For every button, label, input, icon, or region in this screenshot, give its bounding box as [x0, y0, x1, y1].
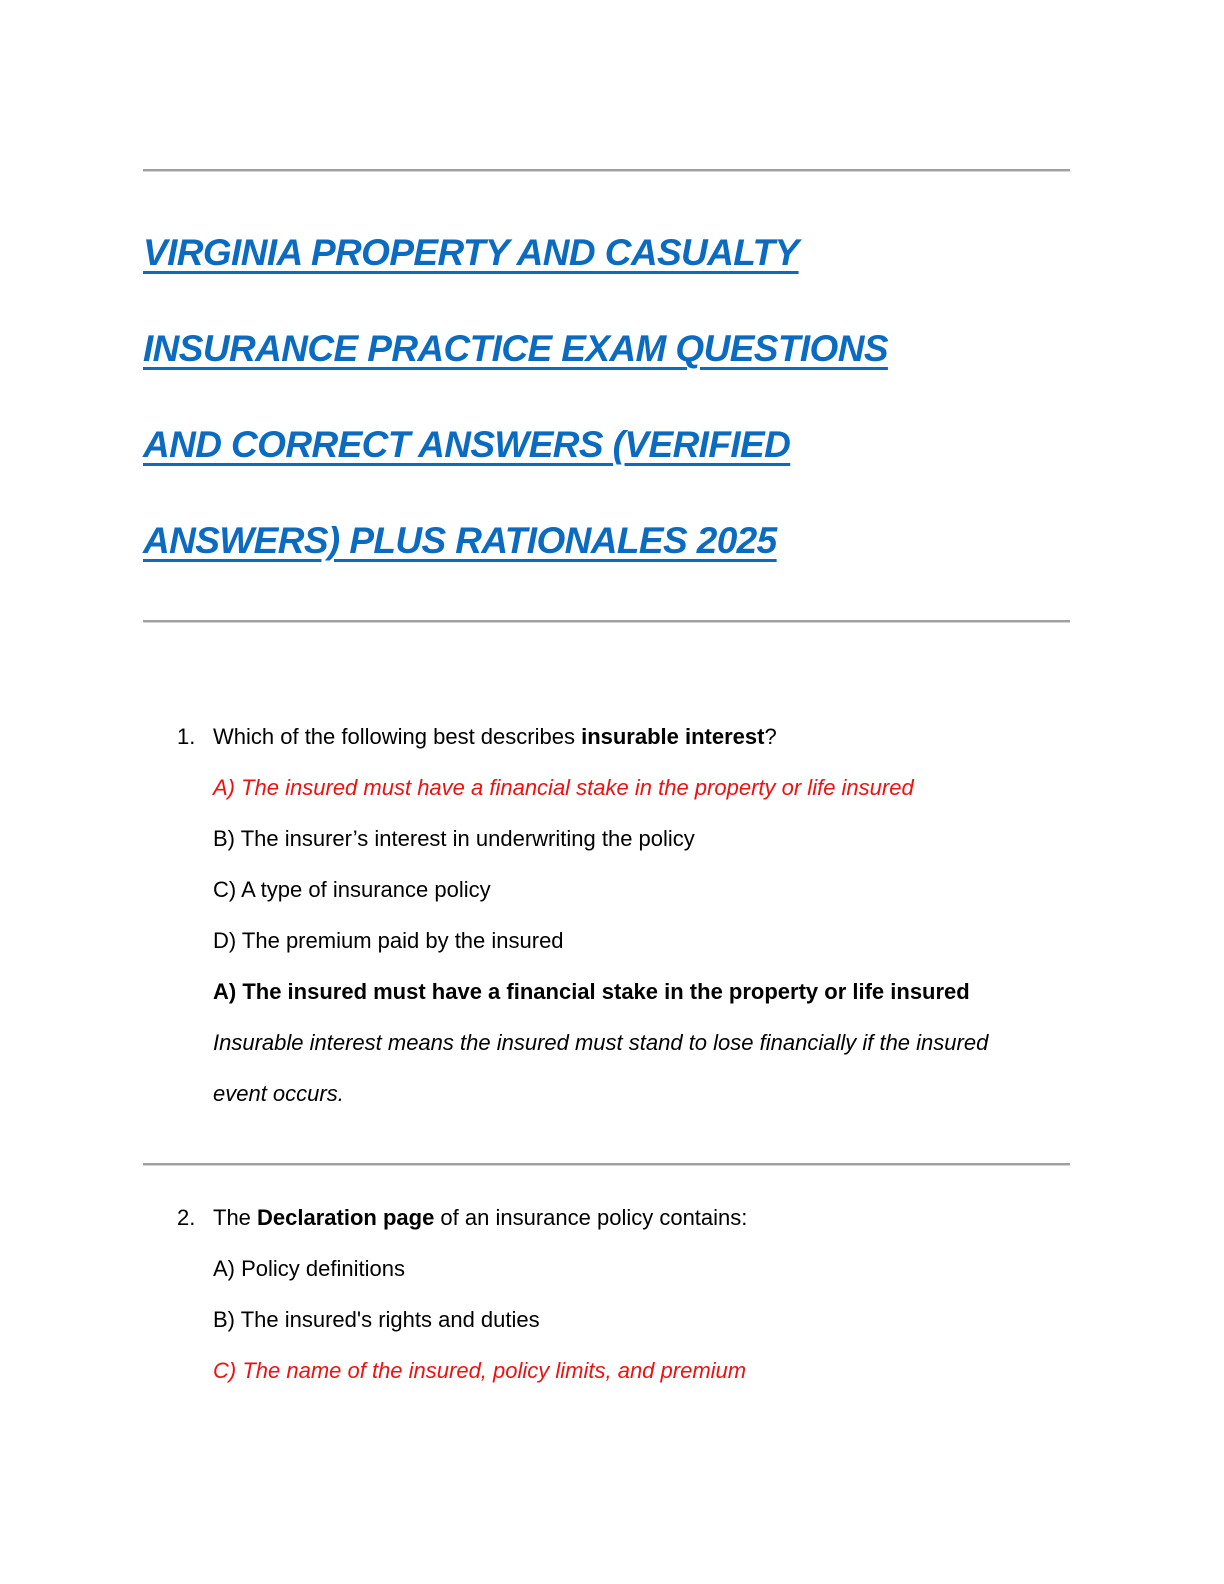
question-2	[0, 1192, 1224, 1396]
stem-text: The	[213, 1205, 258, 1230]
title-line: ANSWERS) PLUS RATIONALES 2025	[143, 520, 777, 561]
stem-text: ?	[764, 724, 777, 749]
rationale: Insurable interest means the insured must stand to lose financially if the insured event occurs.	[213, 1030, 989, 1106]
option-a-correct: A) The insured must have a financial stake in the property or life insured	[213, 775, 914, 800]
document-title	[143, 205, 1103, 589]
stem-text: of an insurance policy contains:	[434, 1205, 748, 1230]
stem-keyword: Declaration page	[257, 1205, 435, 1230]
question-stem	[0, 1192, 1224, 1243]
option-d: D) The premium paid by the insured	[213, 928, 564, 953]
question-divider	[143, 1163, 1070, 1165]
title-bottom-divider	[143, 620, 1070, 622]
stem-text: Which of the following best describes	[213, 724, 582, 749]
option-c-correct: C) The name of the insured, policy limits, and premium	[213, 1358, 747, 1383]
top-divider	[143, 169, 1070, 171]
question-1	[0, 711, 1224, 1119]
title-line: INSURANCE PRACTICE EXAM QUESTIONS	[143, 328, 888, 369]
title-line: VIRGINIA PROPERTY AND CASUALTY	[143, 232, 799, 273]
title-line: AND CORRECT ANSWERS (VERIFIED	[143, 424, 791, 465]
option-a: A) Policy definitions	[213, 1256, 405, 1281]
option-c: C) A type of insurance policy	[213, 877, 491, 902]
option-b: B) The insurer’s interest in underwriting the policy	[213, 826, 695, 851]
stem-keyword: insurable interest	[581, 724, 765, 749]
question-number: 1.	[177, 724, 196, 749]
correct-answer: A) The insured must have a financial stake in the property or life insured	[213, 979, 970, 1004]
option-b: B) The insured's rights and duties	[213, 1307, 540, 1332]
question-stem	[0, 711, 1224, 762]
question-number: 2.	[177, 1205, 196, 1230]
